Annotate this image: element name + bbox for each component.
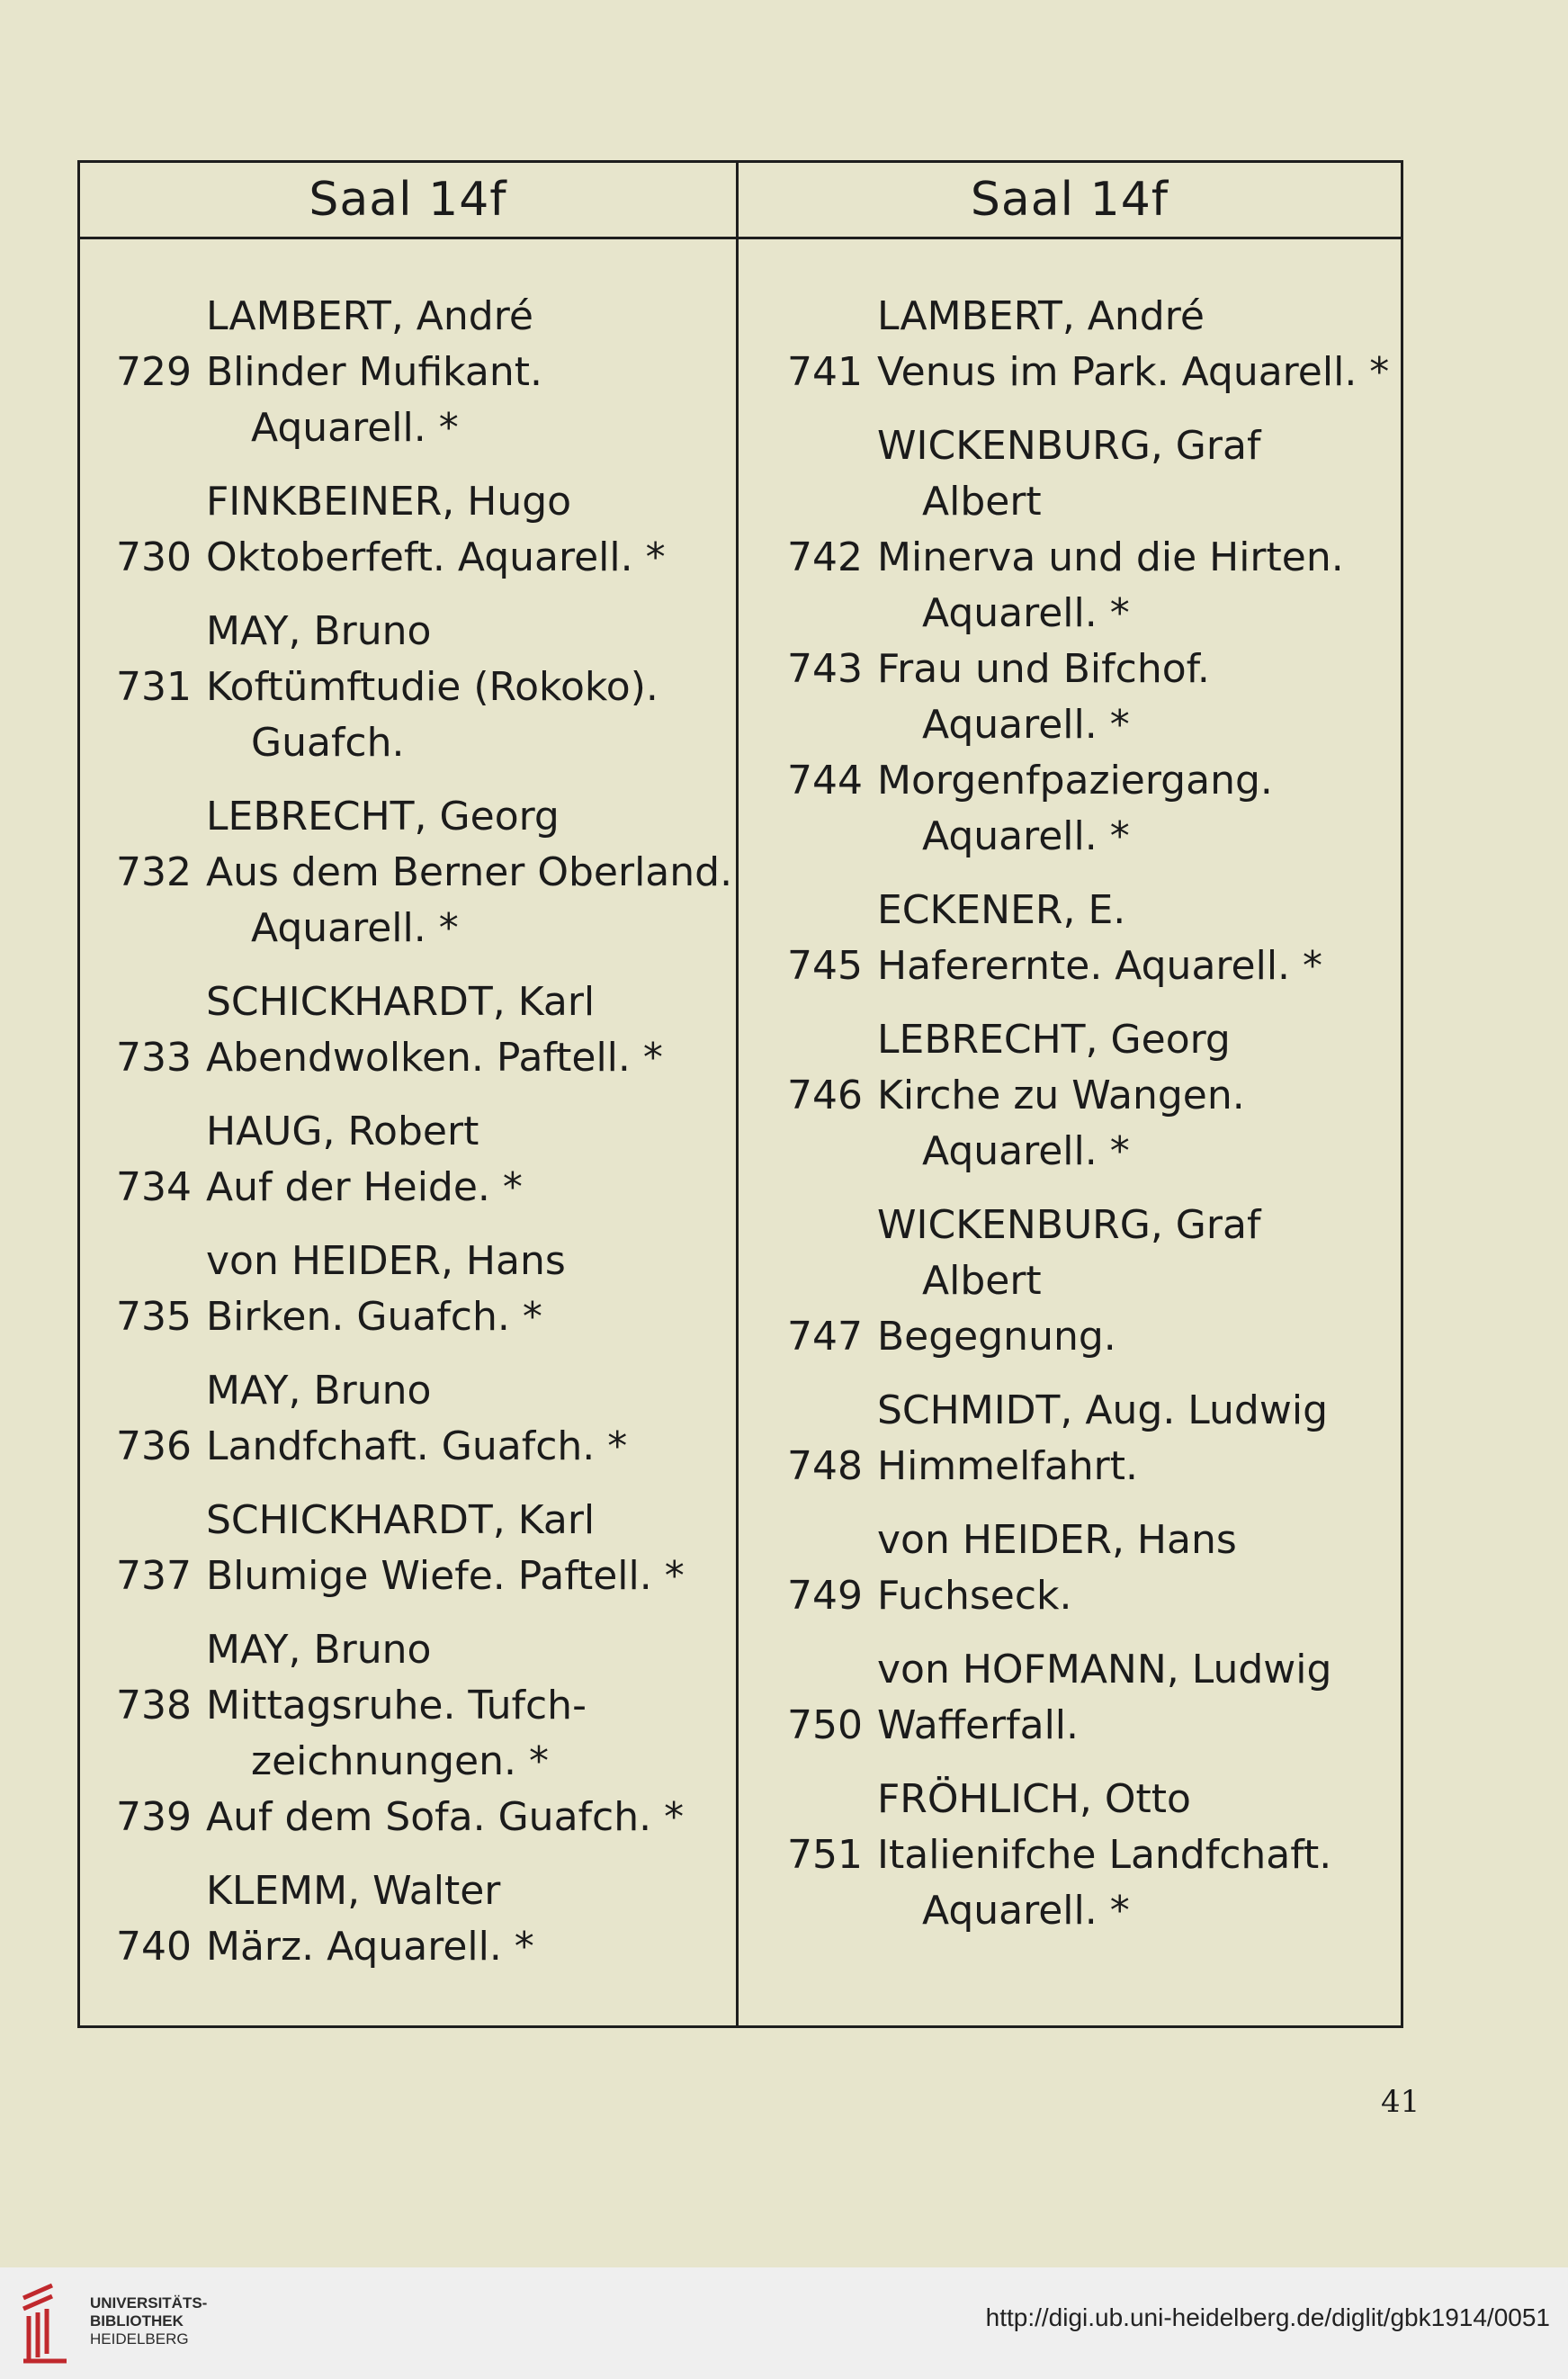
entry-title: Abendwolken. Paftell. * [206, 1035, 663, 1081]
artist-name: FRÖHLICH, Otto [877, 1776, 1191, 1822]
catalog-entry [116, 1160, 719, 1216]
artist-name: MAY, Bruno [206, 608, 432, 654]
entry-title: Begegnung. [877, 1314, 1116, 1360]
footer-bar [0, 2267, 1568, 2379]
entry-number: 747 [787, 1314, 863, 1360]
entry-number: 741 [787, 349, 863, 395]
artist-name: LAMBERT, André [877, 293, 1205, 339]
catalog-entry [116, 1419, 719, 1475]
entry-number: 743 [787, 646, 863, 692]
entry-number: 745 [787, 943, 863, 989]
entry-number: 732 [116, 849, 192, 895]
entry-title: Kirche zu Wangen. [877, 1073, 1245, 1118]
entry-title: Oktoberfeft. Aquarell. * [206, 534, 666, 580]
entry-title: Koftümftudie (Rokoko). [206, 664, 659, 710]
entry-title-continued: Aquarell. * [251, 905, 459, 951]
artist-name: MAY, Bruno [206, 1627, 432, 1673]
artist-name: ECKENER, E. [877, 887, 1126, 933]
entry-title: Mittagsruhe. Tufch- [206, 1683, 587, 1728]
header-rule [80, 237, 1401, 239]
entry-title: Minerva und die Hirten. [877, 534, 1344, 580]
entry-title: Aus dem Berner Oberland. [206, 849, 733, 895]
entry-title: Landfchaft. Guafch. * [206, 1423, 628, 1469]
artist-name: WICKENBURG, Graf [877, 1202, 1261, 1248]
catalog-entry [787, 753, 1399, 809]
catalog-entry [116, 1678, 719, 1734]
catalog-entry [116, 1549, 719, 1604]
catalog-entry [787, 1439, 1399, 1495]
entry-title: Auf der Heide. * [206, 1164, 523, 1210]
entry-title: Morgenfpaziergang. [877, 758, 1273, 803]
library-logo-icon [16, 2280, 74, 2366]
entry-number: 749 [787, 1573, 863, 1619]
catalog-entry [787, 938, 1399, 994]
entry-title: Venus im Park. Aquarell. * [877, 349, 1390, 395]
entry-number: 734 [116, 1164, 192, 1210]
entry-title-continued: Aquarell. * [922, 1128, 1130, 1174]
column-divider [736, 163, 739, 2025]
catalog-entry [787, 1827, 1399, 1883]
catalog-entry [116, 1790, 719, 1845]
logo-line-3: HEIDELBERG [90, 2330, 189, 2348]
catalog-entry [116, 1919, 719, 1975]
entry-title: Blumige Wiefe. Paftell. * [206, 1553, 685, 1599]
entry-title: Wafferfall. [877, 1702, 1080, 1748]
entry-number: 729 [116, 349, 192, 395]
entry-number: 742 [787, 534, 863, 580]
entry-title-continued: zeichnungen. * [251, 1738, 549, 1784]
entry-title-continued: Guafch. [251, 720, 405, 766]
entry-title-continued: Aquarell. * [922, 813, 1130, 859]
library-logo-text [90, 2294, 207, 2348]
artist-name: MAY, Bruno [206, 1368, 432, 1414]
catalog-entry [116, 1030, 719, 1086]
catalog-entry [787, 1309, 1399, 1365]
entry-number: 746 [787, 1073, 863, 1118]
artist-name-continued: Albert [922, 479, 1042, 525]
catalog-entry [787, 1068, 1399, 1124]
entry-number: 751 [787, 1832, 863, 1878]
catalog-entry [787, 530, 1399, 586]
left-column [116, 289, 733, 1975]
entry-title: Blinder Mufikant. [206, 349, 542, 395]
artist-name: HAUG, Robert [206, 1109, 479, 1154]
entry-number: 739 [116, 1794, 192, 1840]
catalog-entry [116, 1289, 719, 1345]
artist-name: von HEIDER, Hans [877, 1517, 1237, 1563]
artist-name: LAMBERT, André [206, 293, 533, 339]
right-column-heading: Saal 14f [970, 173, 1169, 227]
left-column-heading: Saal 14f [309, 173, 507, 227]
entry-title: Frau und Bifchof. [877, 646, 1210, 692]
artist-name: WICKENBURG, Graf [877, 423, 1261, 469]
entry-title: Haferernte. Aquarell. * [877, 943, 1323, 989]
artist-name: SCHICKHARDT, Karl [206, 979, 596, 1025]
logo-line-2: BIBLIOTHEK [90, 2312, 184, 2330]
catalog-entry [787, 345, 1399, 400]
entry-title-continued: Aquarell. * [922, 590, 1130, 636]
entry-title: Fuchseck. [877, 1573, 1072, 1619]
entry-title-continued: Aquarell. * [922, 702, 1130, 748]
artist-name: SCHICKHARDT, Karl [206, 1497, 596, 1543]
catalog-entry [787, 642, 1399, 697]
entry-number: 735 [116, 1294, 192, 1340]
entry-number: 750 [787, 1702, 863, 1748]
entry-number: 737 [116, 1553, 192, 1599]
logo-line-1: UNIVERSITÄTS- [90, 2294, 208, 2312]
artist-name: LEBRECHT, Georg [206, 794, 560, 839]
entry-title: Birken. Guafch. * [206, 1294, 542, 1340]
page-number: 41 [1381, 2084, 1420, 2120]
artist-name: KLEMM, Walter [206, 1868, 501, 1914]
entry-title-continued: Aquarell. * [251, 405, 459, 451]
right-column [787, 289, 1399, 1939]
entry-number: 731 [116, 664, 192, 710]
entry-title: Auf dem Sofa. Guafch. * [206, 1794, 685, 1840]
source-url[interactable]: http://digi.ub.uni-heidelberg.de/diglit/gbk1914/0051 [985, 2303, 1550, 2331]
entry-number: 744 [787, 758, 863, 803]
artist-name-continued: Albert [922, 1258, 1042, 1304]
entry-number: 730 [116, 534, 192, 580]
artist-name: FINKBEINER, Hugo [206, 479, 572, 525]
catalog-entry [787, 1698, 1399, 1754]
catalog-entry [116, 845, 733, 901]
entry-title: Himmelfahrt. [877, 1443, 1138, 1489]
catalog-entry [116, 660, 719, 715]
catalog-entry [787, 1568, 1399, 1624]
entry-number: 740 [116, 1924, 192, 1970]
entry-number: 736 [116, 1423, 192, 1469]
catalog-entry [116, 345, 719, 400]
artist-name: von HEIDER, Hans [206, 1238, 566, 1284]
entry-number: 748 [787, 1443, 863, 1489]
entry-number: 738 [116, 1683, 192, 1728]
artist-name: LEBRECHT, Georg [877, 1017, 1231, 1063]
entry-title-continued: Aquarell. * [922, 1888, 1130, 1934]
artist-name: SCHMIDT, Aug. Ludwig [877, 1387, 1328, 1433]
entry-number: 733 [116, 1035, 192, 1081]
entry-title: März. Aquarell. * [206, 1924, 534, 1970]
artist-name: von HOFMANN, Ludwig [877, 1647, 1332, 1692]
entry-title: Italienifche Landfchaft. [877, 1832, 1332, 1878]
catalog-entry [116, 530, 719, 586]
catalog-table [77, 160, 1403, 2028]
